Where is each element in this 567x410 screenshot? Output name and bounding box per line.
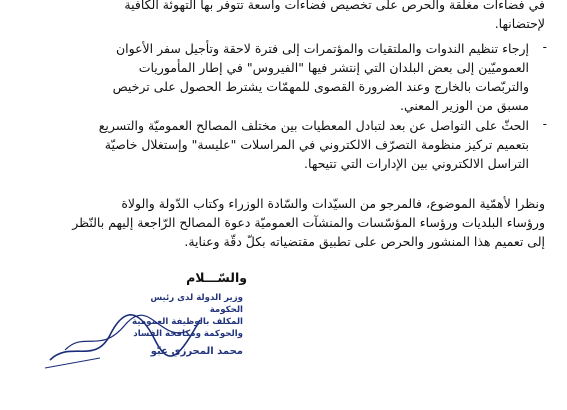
stamp-line: والحوكمة ومكافحة الفساد: [133, 329, 243, 339]
text-line: الحثّ على التواصل عن بعد لتبادل المعطيات بين مختلف المصالح العموميّة والتسريع: [98, 118, 529, 133]
text-line: لإحتضانها.: [494, 16, 545, 31]
bullet-marker: -: [542, 40, 547, 54]
bullet-marker: -: [542, 117, 547, 131]
bullet-remote-communication: [99, 116, 529, 173]
text-line: ورؤساء البلديات ورؤساء المؤسّسات والمنشآت العموميّة دعوة المصالح الرّاجعة إليهم بالنّظر: [72, 215, 545, 230]
signatory-name: محمد المحرزي عبّو: [150, 346, 243, 357]
intro-paragraph: [124, 0, 545, 33]
text-line: مسبق من الوزير المعني.: [399, 98, 529, 113]
bullet-postpone-events: [113, 39, 529, 115]
handwritten-signature: [40, 300, 210, 375]
text-line: في فضاءات مغلقة والحرص على تخصيص فضاءات واسعة تتوفر بها التهوئة الكافية: [124, 0, 545, 12]
text-line: إرجاء تنظيم الندوات والملتقيات والمؤتمرات إلى فترة لاحقة وتأجيل سفر الأعوان: [115, 41, 529, 56]
text-line: والتربّصات بالخارج وعند الضرورة القصوى للمهمّات يشترط الحصول على ترخيص: [112, 79, 529, 94]
closing-salutation: والسّـــلام: [186, 270, 247, 285]
stamp-line: المكلف بالوظيفة العمومية: [132, 317, 243, 327]
stamp-line: وزير الدولة لدى رئيس الحكومة: [150, 293, 243, 315]
text-line: ونظرا لأهمّية الموضوع، فالمرجو من السيّدات والسّادة الوزراء وكتاب الدّولة والولاة: [121, 196, 545, 211]
text-line: إلى تعميم هذا المنشور والحرص على تطبيق مقتضياته بكلّ دقّة وعناية.: [184, 234, 545, 249]
text-line: التراسل الالكتروني بين الإدارات التي تتيحها.: [304, 156, 529, 171]
conclusion-paragraph: [72, 194, 545, 251]
text-line: بتعميم تركيز منظومة التصرّف الالكتروني في المراسلات "عليسة" وإستغلال خاصيّة: [104, 137, 529, 152]
text-line: العموميّين إلى بعض البلدان التي إنتشر فيها "الفيروس" في إطار المأموريات: [138, 60, 529, 75]
